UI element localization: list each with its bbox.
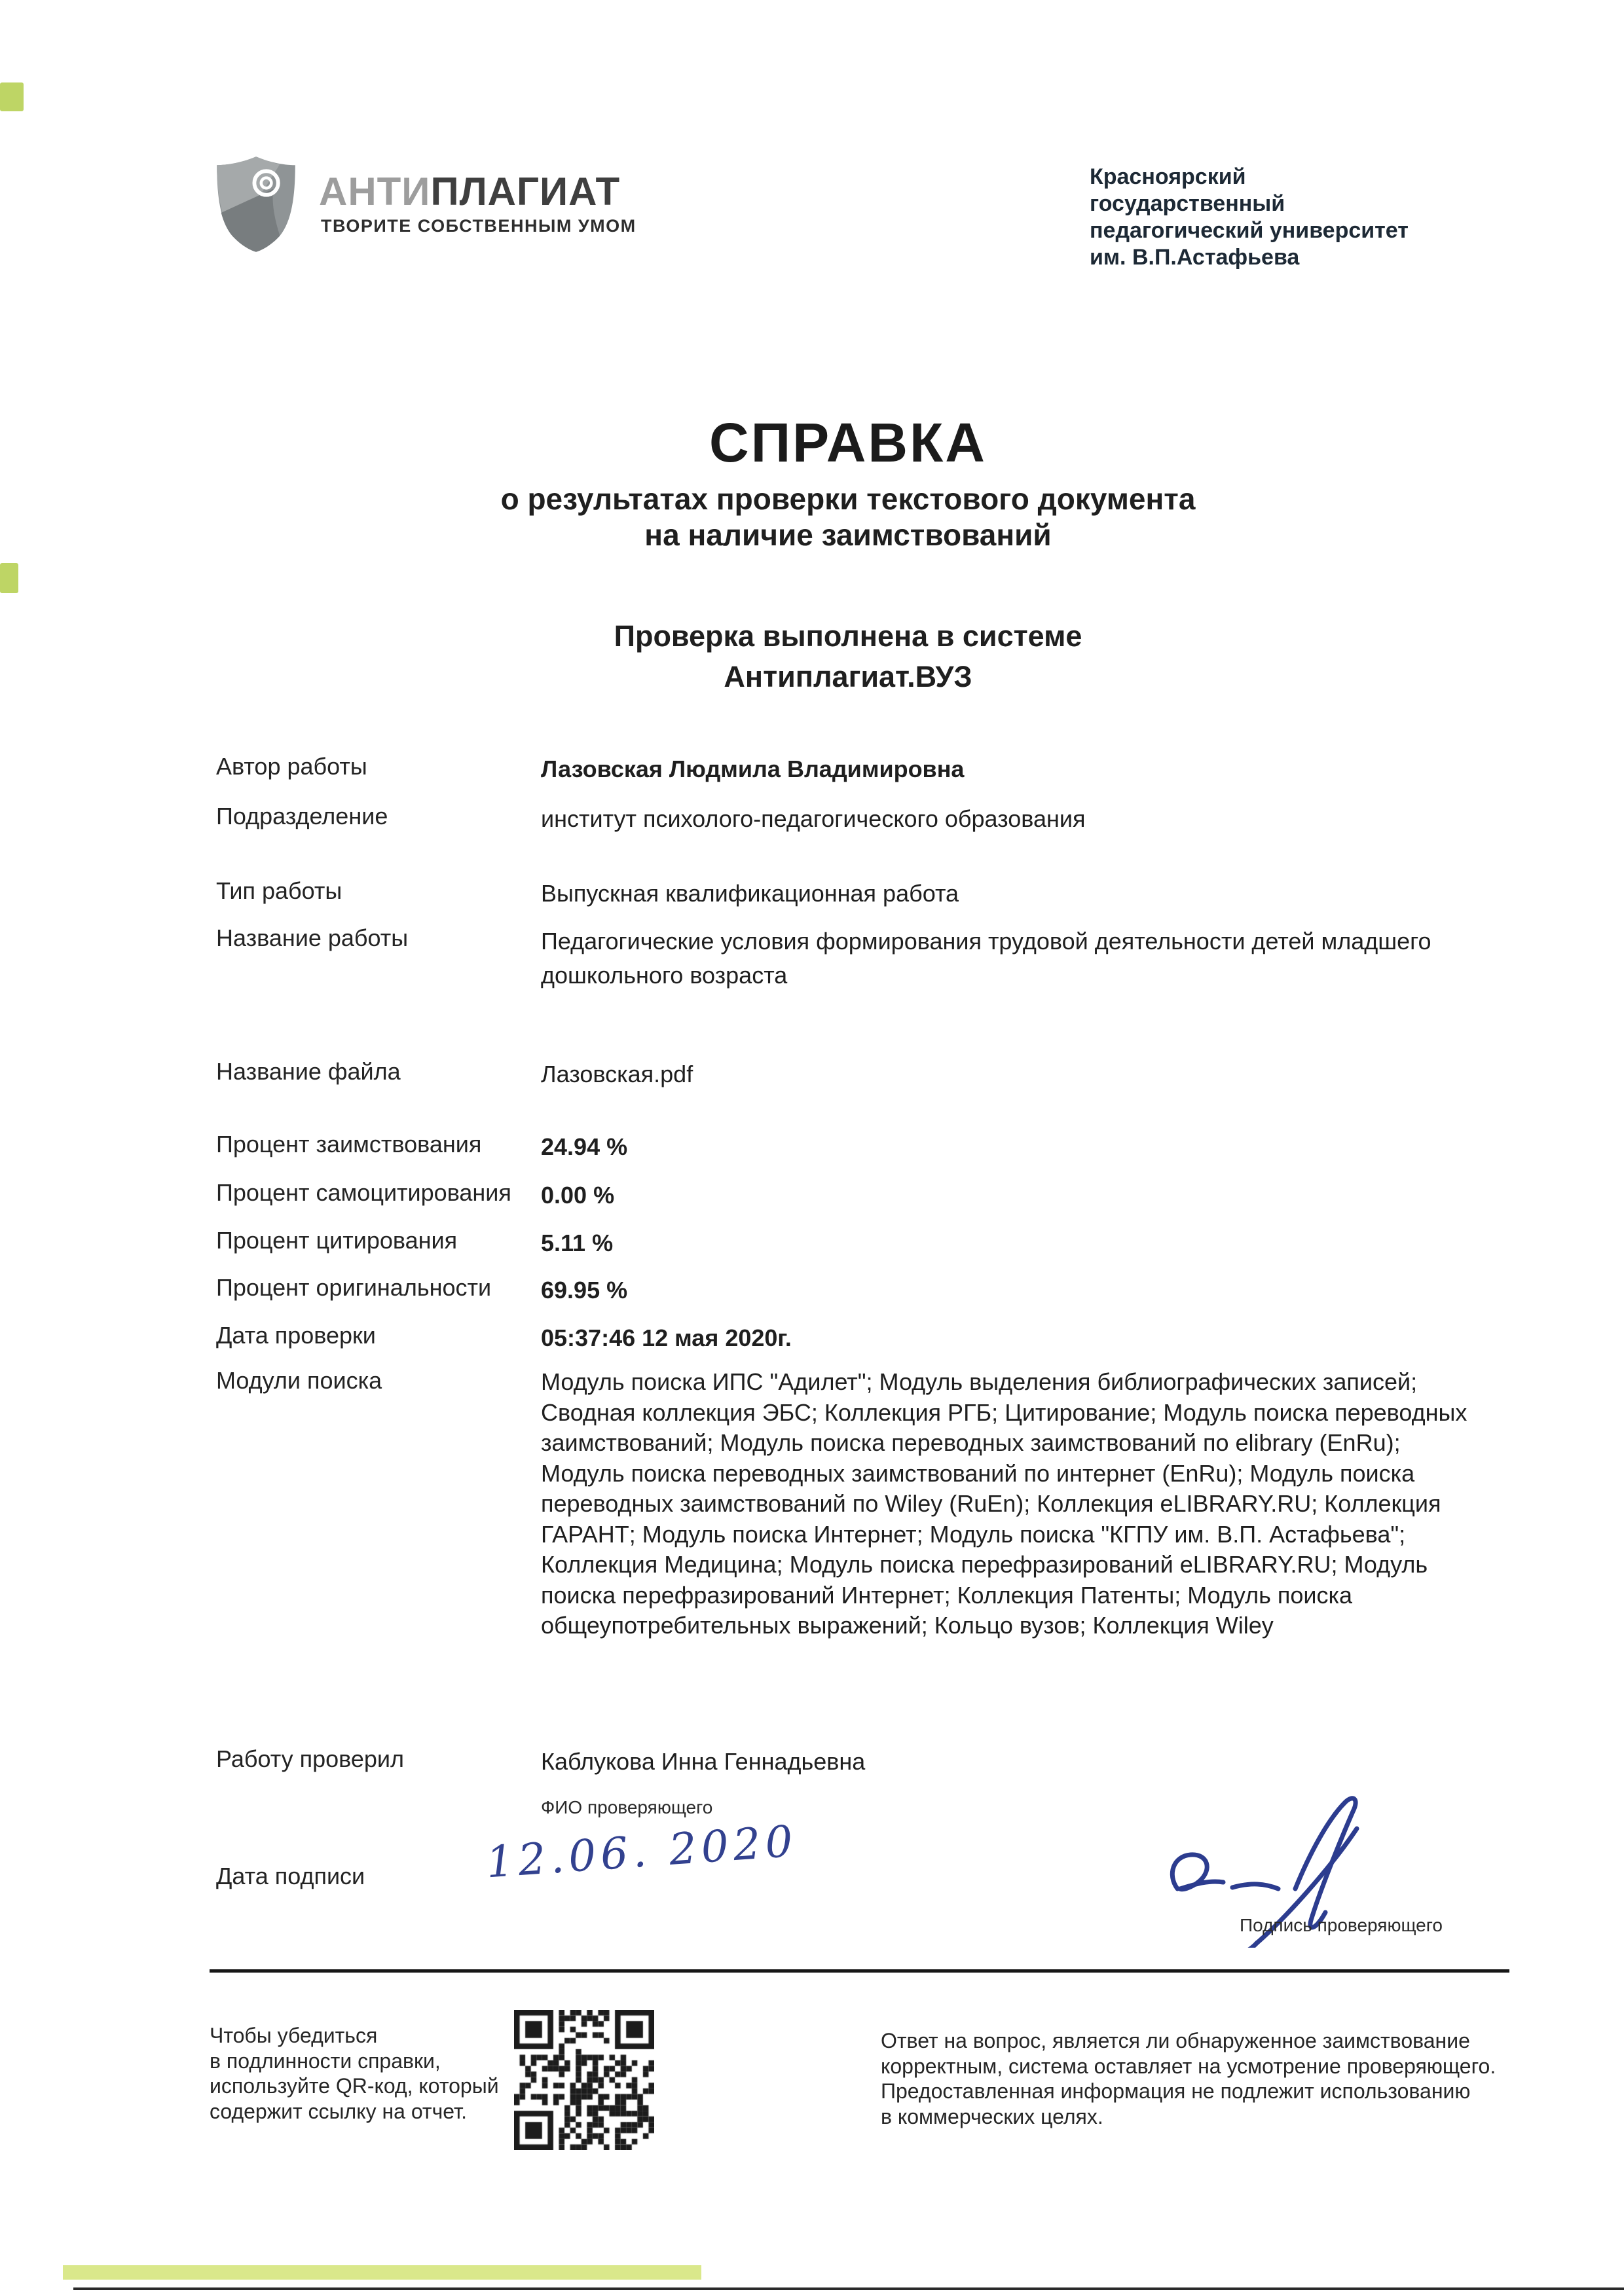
field-label: Процент самоцитирования [216,1179,511,1206]
field-value: Выпускная квалификационная работа [541,880,959,907]
antiplagiat-shield-icon [213,155,299,254]
system-check-line1: Проверка выполнена в системе [614,619,1082,653]
qr-hint-line: используйте QR-код, который [210,2074,499,2098]
qr-hint-line: Чтобы убедиться [210,2024,378,2047]
antiplagiat-logo-text [319,169,620,214]
handwritten-date: 12.06. 2020 [484,1815,799,1888]
field-value: 69.95 % [541,1277,628,1303]
field-value: институт психолого-педагогического образования [541,805,1086,832]
disclaimer-line: Ответ на вопрос, является ли обнаруженное заимствование [881,2029,1470,2052]
field-label: Тип работы [216,877,342,904]
scan-artifact [0,82,24,111]
field-label: Название работы [216,924,409,951]
field-value: 05:37:46 12 мая 2020г. [541,1324,792,1351]
logo-text-anti: АНТИ [319,170,431,213]
field-value: Лазовская.pdf [541,1061,693,1087]
field-label: Процент оригинальности [216,1274,492,1301]
university-line: государственный [1090,191,1285,216]
document-subtitle-line2: на наличие заимствований [644,518,1052,552]
field-value: 0.00 % [541,1182,615,1209]
field-label: Процент цитирования [216,1227,458,1254]
logo-text-plagiat: ПЛАГИАТ [430,170,621,213]
document-subtitle-line1: о результатах проверки текстового документа [500,482,1196,516]
field-value: Лазовская Людмила Владимировна [541,756,965,782]
sign-date-label: Дата подписи [216,1863,365,1889]
disclaimer-line: в коммерческих целях. [881,2104,1103,2128]
field-value: Педагогические условия формирования трудовой деятельности детей младшего дошкольного возраста [541,928,1431,989]
university-line: педагогический университет [1090,218,1409,243]
footer-divider [210,1969,1509,1973]
document-title: СПРАВКА [709,412,987,473]
field-value: 24.94 % [541,1133,628,1160]
field-label: Дата проверки [216,1322,376,1349]
field-label: Подразделение [216,803,388,829]
university-line: им. В.П.Астафьева [1090,245,1300,270]
signature-caption: Подпись проверяющего [1240,1915,1443,1935]
field-value: Модуль поиска ИПС "Адилет"; Модуль выделения библиографических записей; Сводная коллекция ЭБС; Коллекция РГБ; Цитирование; Модуль поиска переводных заимствований; Модуль поиска переводных заимствований по elibrary (EnRu); Модуль поиска переводных заимствований по интернет (EnRu); Модуль поиска переводных заимствований по Wiley (RuEn); Коллекция eLIBRARY.RU; Коллекция ГАРАНТ; Модуль поиска Интернет; Модуль поиска "КГПУ им. В.П. Астафьева"; Коллекция Медицина; Модуль поиска перефразирований eLIBRARY.RU; Модуль поиска перефразирований Интернет; Коллекция Патенты; Модуль поиска общеупотребительных выражений; Кольцо вузов; Коллекция Wiley [541,1368,1467,1639]
scan-artifact [0,563,18,593]
field-label: Название файла [216,1058,401,1085]
field-value: 5.11 % [541,1230,614,1256]
system-check-line2: Антиплагиат.ВУЗ [724,660,972,693]
field-label: Работу проверил [216,1745,404,1772]
university-name [1090,164,1409,271]
qr-code-image [514,2010,654,2150]
university-line: Красноярский [1090,164,1246,189]
scan-artifact [63,2265,701,2280]
field-label: Автор работы [216,753,367,780]
logo-tagline: ТВОРИТЕ СОБСТВЕННЫМ УМОМ [321,216,637,236]
reviewer-name: Каблукова Инна Геннадьевна [541,1748,866,1775]
page-bottom-edge [73,2287,1624,2290]
qr-hint-line: в подлинности справки, [210,2049,441,2073]
field-label: Модули поиска [216,1367,382,1394]
qr-hint-text [210,2023,499,2124]
qr-hint-line: содержит ссылку на отчет. [210,2099,467,2123]
field-label: Процент заимствования [216,1131,482,1157]
disclaimer-line: Предоставленная информация не подлежит использованию [881,2079,1471,2103]
disclaimer-text [881,2028,1496,2129]
reviewer-name-caption: ФИО проверяющего [541,1797,713,1817]
disclaimer-line: корректным, система оставляет на усмотрение проверяющего. [881,2054,1496,2078]
